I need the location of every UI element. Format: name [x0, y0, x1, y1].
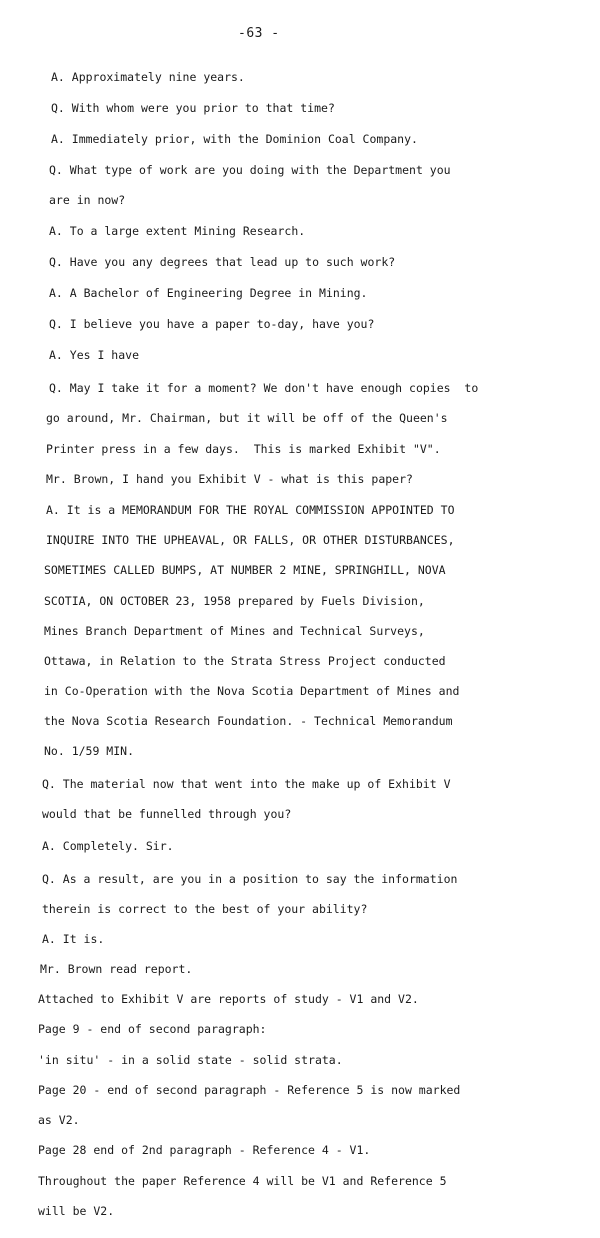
text-line: A. Immediately prior, with the Dominion Coal Company.	[51, 132, 418, 146]
text-line: A. It is.	[42, 932, 105, 946]
text-line: Q. With whom were you prior to that time?	[51, 101, 335, 115]
text-line: Mines Branch Department of Mines and Technical Surveys,	[44, 624, 425, 638]
text-line: A. It is a MEMORANDUM FOR THE ROYAL COMMISSION APPOINTED TO	[46, 503, 455, 517]
page-number: -63 -	[238, 26, 280, 41]
text-line: the Nova Scotia Research Foundation. - Technical Memorandum	[44, 714, 453, 728]
text-line: Q. Have you any degrees that lead up to such work?	[49, 255, 396, 269]
text-line: SOMETIMES CALLED BUMPS, AT NUMBER 2 MINE, SPRINGHILL, NOVA	[44, 563, 446, 577]
text-line: Q. What type of work are you doing with the Department you	[49, 163, 451, 177]
text-line: Q. May I take it for a moment? We don't have enough copies to	[49, 381, 479, 395]
text-line: A. Yes I have	[49, 348, 140, 362]
text-line: would that be funnelled through you?	[42, 807, 292, 821]
text-line: A. A Bachelor of Engineering Degree in Mining.	[49, 286, 368, 300]
text-line: will be V2.	[38, 1204, 115, 1218]
text-line: in Co-Operation with the Nova Scotia Department of Mines and	[44, 684, 460, 698]
text-line: Printer press in a few days. This is marked Exhibit "V".	[46, 442, 441, 456]
text-line: Mr. Brown read report.	[40, 962, 193, 976]
text-line: Page 9 - end of second paragraph:	[38, 1022, 267, 1036]
text-line: are in now?	[49, 193, 126, 207]
text-line: INQUIRE INTO THE UPHEAVAL, OR FALLS, OR OTHER DISTURBANCES,	[46, 533, 455, 547]
text-line: go around, Mr. Chairman, but it will be off of the Queen's	[46, 411, 448, 425]
text-line: Attached to Exhibit V are reports of study - V1 and V2.	[38, 992, 419, 1006]
text-line: A. Approximately nine years.	[51, 70, 245, 84]
text-line: Q. I believe you have a paper to-day, have you?	[49, 317, 375, 331]
text-line: Page 20 - end of second paragraph - Reference 5 is now marked	[38, 1083, 461, 1097]
text-line: Q. The material now that went into the make up of Exhibit V	[42, 777, 451, 791]
text-line: Q. As a result, are you in a position to say the information	[42, 872, 458, 886]
text-line: therein is correct to the best of your ability?	[42, 902, 368, 916]
text-line: 'in situ' - in a solid state - solid strata.	[38, 1053, 343, 1067]
text-line: Ottawa, in Relation to the Strata Stress Project conducted	[44, 654, 446, 668]
text-line: A. To a large extent Mining Research.	[49, 224, 306, 238]
text-line: Page 28 end of 2nd paragraph - Reference 4 - V1.	[38, 1143, 371, 1157]
text-line: No. 1/59 MIN.	[44, 744, 135, 758]
text-line: Throughout the paper Reference 4 will be V1 and Reference 5	[38, 1174, 447, 1188]
text-line: SCOTIA, ON OCTOBER 23, 1958 prepared by Fuels Division,	[44, 594, 425, 608]
text-line: as V2.	[38, 1113, 80, 1127]
text-line: Mr. Brown, I hand you Exhibit V - what is this paper?	[46, 472, 413, 486]
text-line: A. Completely. Sir.	[42, 839, 174, 853]
